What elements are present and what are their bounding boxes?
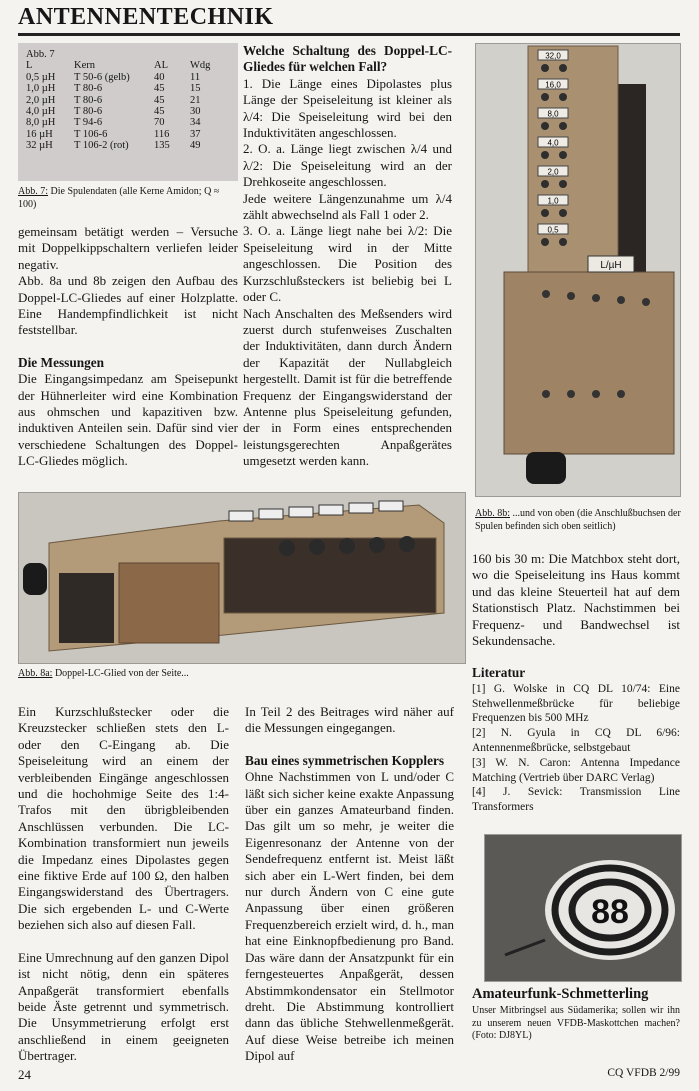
bottom-column-1-text <box>18 704 229 1065</box>
issue-label: CQ VFDB 2/99 <box>607 1067 680 1079</box>
cell: 116 <box>154 128 170 140</box>
switch-knob <box>559 93 567 101</box>
caption-text: Doppel-LC-Glied von der Seite... <box>54 668 189 679</box>
inductance-value-label: 2,0 <box>547 167 559 177</box>
bottom-column-2-text <box>245 704 454 1065</box>
cell: 2,0 µH <box>26 94 56 106</box>
cell: 0,5 µH <box>26 71 56 83</box>
list-item: [2] N. Gyula in CQ DL 6/96: Antennenmeßbrücke, selbstgebaut <box>472 727 680 755</box>
switch-knob <box>559 64 567 72</box>
coil-data-table-box <box>18 43 238 181</box>
cell: 1,0 µH <box>26 83 56 95</box>
inductance-value-label: 32,0 <box>545 51 561 61</box>
column-3-text <box>472 551 680 815</box>
inductance-unit-label: L/µH <box>600 260 622 271</box>
section-heading-schaltung: Welche Schaltung des Doppel-LC-Gliedes für welchen Fall? <box>243 43 452 75</box>
section-heading-messungen: Die Messungen <box>18 354 105 370</box>
butterfly-illustration <box>485 835 681 981</box>
cell: 4,0 µH <box>26 106 56 118</box>
paragraph: Nach Anschalten des Meßsenders wird zuerst durch stufenweises Zuschalten der Induktivitäten, dann durch Ändern der Kapazität der Nullabgleich hergestellt. Damit ist für die betreffende Frequenz der Eingangswiderstand der Antenne plus Speiseleitung gefunden, der in Form eines entsprechenden leistungsgerechten Anpaßgerätes umgesetzt werden kann. <box>243 305 452 469</box>
literature-list <box>472 682 680 815</box>
paragraph: 3. O. a. Länge liegt nahe bei λ/2: Die Speiseleitung wird in der Mitte angeschlossen. Die Position des Kurzschlußsteckers ist beliebig bei L oder C. <box>243 223 452 305</box>
page-number: 24 <box>18 1067 31 1082</box>
cell: 15 <box>190 83 201 95</box>
table-header-l: L <box>26 60 33 72</box>
caption-text: ...und von oben (die Anschlußbuchsen der Spulen befinden sich oben seitlich) <box>475 508 681 532</box>
cell: 21 <box>190 94 201 106</box>
cell: 70 <box>154 117 165 129</box>
paragraph: 1. Die Länge eines Dipolastes plus Länge der Speiseleitung ist kleiner als λ/4: Die Speiseleitung wird bei den Induktivitäten angeschlossen. <box>243 75 452 141</box>
paragraph: Abb. 8a und 8b zeigen den Aufbau des Doppel-LC-Gliedes auf einer Holzplatte. Eine Handempfindlichkeit ist nicht feststellbar. <box>18 273 238 338</box>
cell: 45 <box>154 94 165 106</box>
cell: 37 <box>190 128 201 140</box>
table-header-kern: Kern <box>74 60 95 72</box>
device-side-view-illustration <box>19 493 465 663</box>
table-row <box>26 117 220 128</box>
cell: 8,0 µH <box>26 117 56 129</box>
caption-text: Die Spulendaten (alle Kerne Amidon; Q ≈ 100) <box>18 186 220 210</box>
table-row <box>26 95 220 106</box>
switch-knob <box>541 238 549 246</box>
paragraph: 2. O. a. Länge liegt zwischen λ/4 und λ/2: Die Speiseleitung wird an der Drehkoseite angeschlossen. <box>243 141 452 190</box>
photo-top-view <box>475 43 681 497</box>
switch-knob <box>541 151 549 159</box>
cell: 16 µH <box>26 128 53 140</box>
cell: T 106-6 <box>74 128 108 140</box>
switch-knob <box>559 238 567 246</box>
list-item: [4] J. Sevick: Transmission Line Transformers <box>472 786 680 814</box>
section-heading-koppler: Bau eines symmetrischen Kopplers <box>245 752 445 768</box>
butterfly-caption: Unser Mitbringsel aus Südamerika; sollen wir ihn zu unserem neuen VFDB-Maskottchen machen? (Foto: DJ8YL) <box>472 1005 680 1041</box>
paragraph: Ein Kurzschlußstecker oder die Kreuzstecker schließen stets den L- oder den C-Eingang ab. Die Speiseleitung wird an einem der verbleibenden Eingänge angeschlossen und die hochohmige Seite des 1:4-Trafos mit den übrigbleibenden Anschlüssen verbunden. Die LC-Kombination transformiert nun jeweils die Impedanz eines Dipolastes gegen eine fiktive Erde auf 100 Ω, den halben Eingangswiderstand des Übertragers. Die sich ergebenden L- und C-Werte beziehen sich also auf diesen Fall. <box>18 704 229 933</box>
inductance-value-label: 1,0 <box>547 196 559 206</box>
table-row <box>26 140 220 151</box>
switch-knob <box>559 209 567 217</box>
switch-knob <box>559 180 567 188</box>
photo-side-view <box>18 492 466 664</box>
table-header-wdg: Wdg <box>190 60 211 72</box>
caption-ref: Abb. 7: <box>18 186 48 197</box>
page-section-title: ANTENNENTECHNIK <box>18 4 274 30</box>
cell: T 50-6 (gelb) <box>74 71 130 83</box>
coil-data-table <box>26 49 220 152</box>
header-rule <box>18 33 680 36</box>
cell: 45 <box>154 83 165 95</box>
list-item: [1] G. Wolske in CQ DL 10/74: Eine Stehwellenmeßbrücke für beliebige Frequenzen bis 500 MHz <box>472 682 680 725</box>
switch-knob <box>559 151 567 159</box>
cell: T 106-2 (rot) <box>74 140 129 152</box>
table-title: Abb. 7 <box>26 49 55 60</box>
cell: 45 <box>154 106 165 118</box>
device-top-view-illustration <box>476 44 680 496</box>
cell: T 80-6 <box>74 83 103 95</box>
switch-knob <box>541 180 549 188</box>
list-item: [3] W. N. Caron: Antenna Impedance Matching (Vertrieb über DARC Verlag) <box>472 756 680 784</box>
switch-knob <box>541 93 549 101</box>
paragraph: Ohne Nachstimmen von L und/oder C läßt sich sicher keine exakte Anpassung über ein ganzes Amateurband finden. Das gilt um so mehr, je weiter die Eigenresonanz der Antenne von der Sendefrequenz entfernt ist. Meist läßt sich aber ein L-Wert finden, bei dem nur durch Ändern von C eine gute Anpassung über einen größeren Frequenzbereich erzielt wird, d. h., man hat eine Einknopfbedienung pro Band. Das wäre dann der Ansatzpunkt für ein ferngesteuertes Anpaßgerät, dessen Abstimmkondensator ein Stellmotor dreht. Die Abstimmung kontrolliert dann das übliche Stehwellenmeßgerät. Auf diese Weise betreibe ich meinen Dipol auf <box>245 769 454 1064</box>
paragraph: Jede weitere Längenzunahme um λ/4 zählt abwechselnd als Fall 1 oder 2. <box>243 190 452 223</box>
column-2-text <box>243 43 452 470</box>
caption-ref: Abb. 8a: <box>18 668 53 679</box>
cell: T 80-6 <box>74 106 103 118</box>
switch-knob <box>559 122 567 130</box>
section-heading-literatur: Literatur <box>472 665 526 681</box>
abb7-caption <box>18 186 240 211</box>
cell: T 80-6 <box>74 94 103 106</box>
paragraph: gemeinsam betätigt werden – Versuche mit Doppelkippschaltern verliefen leider negativ. <box>18 224 238 272</box>
paragraph: In Teil 2 des Beitrages wird näher auf die Messungen eingegangen. <box>245 704 454 736</box>
table-header-al: AL <box>154 60 168 72</box>
cell: 34 <box>190 117 201 129</box>
table-row <box>26 83 220 94</box>
switch-knob <box>541 64 549 72</box>
abb8b-caption <box>475 508 685 533</box>
paragraph: Eine Umrechnung auf den ganzen Dipol ist nicht nötig, denn ein späteres Anpaßgerät transformiert ebenfalls beide Äste getrennt und symmetrisch. Die Unsymmetrierung erfolgt erst anschließend in einem geeigneten Übertrager. <box>18 949 229 1064</box>
caption-ref: Abb. 8b: <box>475 508 510 519</box>
cell: 11 <box>190 71 201 83</box>
butterfly-title: Amateurfunk-Schmetterling <box>472 986 649 1002</box>
table-row <box>26 129 220 140</box>
inductance-value-label: 8,0 <box>547 109 559 119</box>
paragraph: Die Eingangsimpedanz am Speisepunkt der Hühnerleiter wird eine Kombination aus ohmschen und kapazitiven bzw. induktiven Anteilen sein. Dafür sind vier verschiedene Schaltungen des Doppel-LC-Gliedes möglich. <box>18 371 238 469</box>
inductance-value-label: 4,0 <box>547 138 559 148</box>
switch-knob <box>541 209 549 217</box>
butterfly-photo <box>484 834 682 982</box>
wing-88-marking: 88 <box>591 893 629 931</box>
paragraph: 160 bis 30 m: Die Matchbox steht dort, wo die Speiseleitung ins Haus kommt und das kleine Steuerteil hat auf dem Stationstisch Platz. Nachstimmen bei Frequenz- und Bandwechsel ist Sekundensache. <box>472 551 680 649</box>
cell: 30 <box>190 106 201 118</box>
cell: 135 <box>154 140 170 152</box>
inductance-value-label: 16,0 <box>545 80 561 90</box>
switch-knob <box>541 122 549 130</box>
abb8a-caption <box>18 668 318 681</box>
inductance-value-label: 0,5 <box>547 225 559 235</box>
table-row <box>26 72 220 83</box>
cell: 40 <box>154 71 165 83</box>
cell: 32 µH <box>26 140 53 152</box>
column-1-text <box>18 224 238 470</box>
cell: T 94-6 <box>74 117 103 129</box>
table-row <box>26 106 220 117</box>
cell: 49 <box>190 140 201 152</box>
